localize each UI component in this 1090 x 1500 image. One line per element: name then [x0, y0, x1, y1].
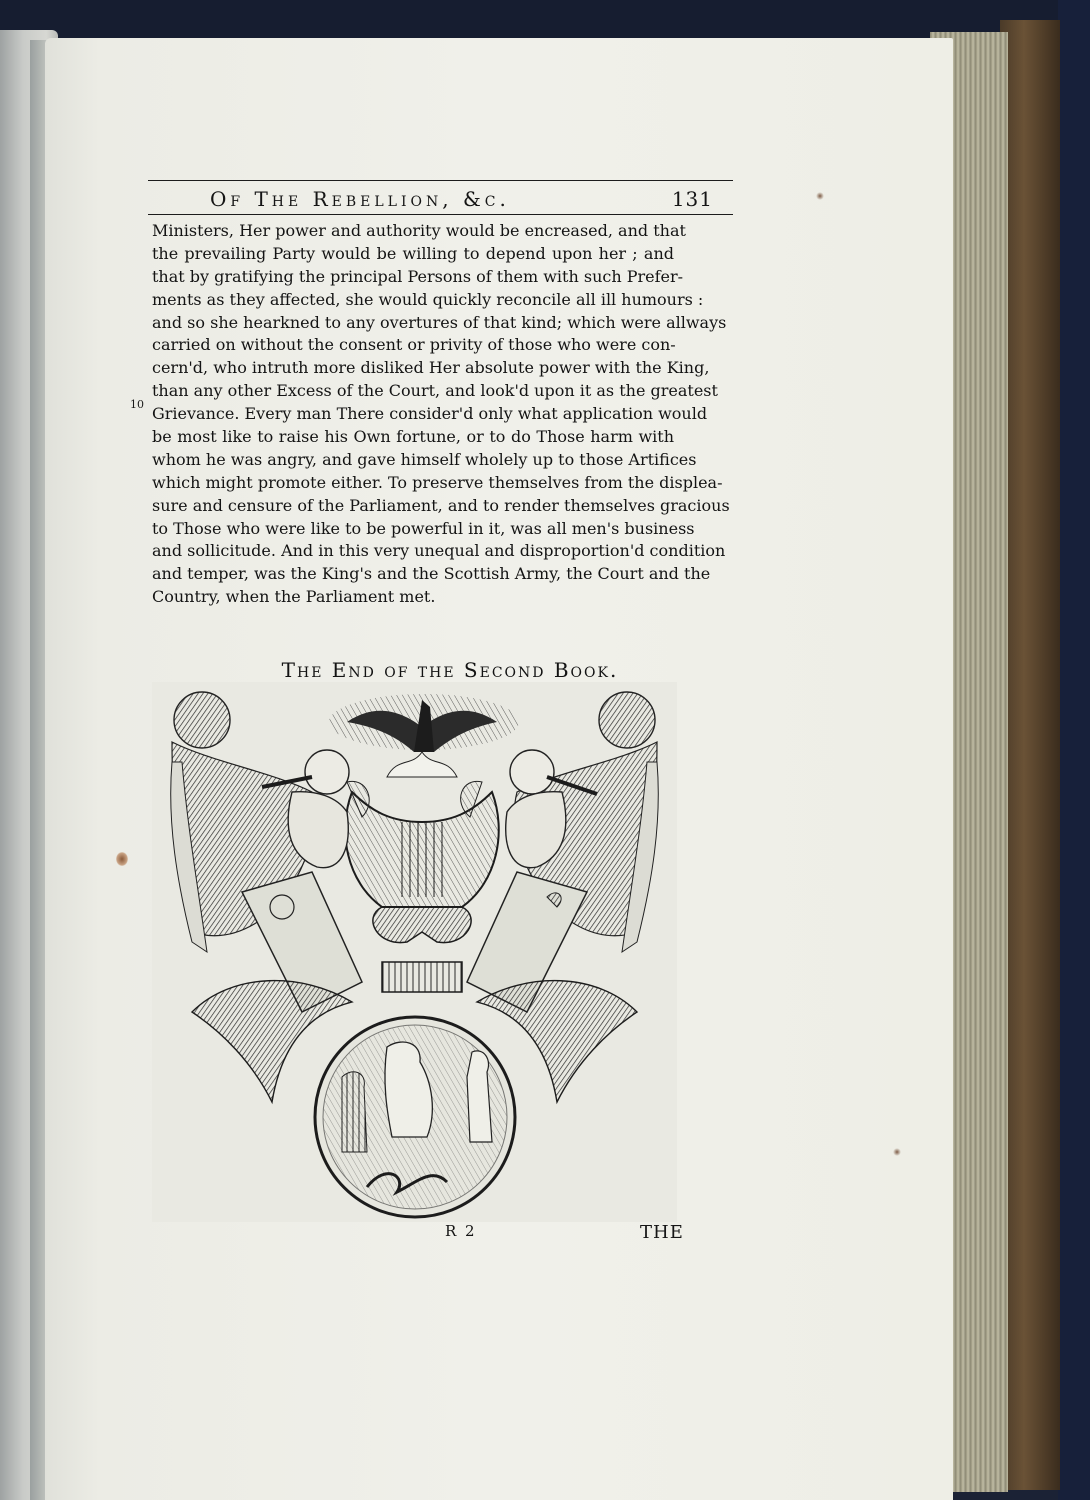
- foxing-spot: [816, 192, 824, 200]
- medallion-left-figures: [342, 1072, 367, 1152]
- drapery-knot-right: [599, 692, 655, 748]
- end-of-book-title: The End of the Second Book.: [281, 658, 619, 682]
- text-line: carried on without the consent or privity of those who were con-: [152, 335, 676, 355]
- running-header: [148, 187, 733, 215]
- medallion-right-figure: [467, 1051, 492, 1142]
- text-line: than any other Excess of the Court, and look'd upon it as the greatest: [152, 381, 718, 401]
- header-rule-top: [148, 180, 733, 181]
- signature-mark: R 2: [445, 1222, 477, 1240]
- drapery-knot-left: [174, 692, 230, 748]
- foxing-spot: [116, 852, 128, 866]
- body-paragraph: [152, 220, 730, 609]
- text-line: to Those who were like to be powerful in it, was all men's business: [152, 518, 695, 538]
- tailpiece-engraving: [152, 682, 677, 1222]
- putto-head-left: [305, 750, 349, 794]
- text-line: Grievance. Every man There consider'd only what application would: [152, 404, 708, 424]
- text-line: the prevailing Party would be willing to depend upon her ; and: [152, 243, 674, 263]
- line-number-marker: 10: [130, 398, 144, 411]
- text-line: Country, when the Parliament met.: [152, 587, 436, 607]
- page-number: 131: [671, 187, 713, 211]
- putto-head-right: [510, 750, 554, 794]
- foxing-spot: [893, 1148, 901, 1156]
- text-line: Ministers, Her power and authority would be encreased, and that: [152, 221, 686, 240]
- text-line: ments as they affected, she would quickly reconcile all ill humours :: [152, 289, 704, 309]
- pedestal: [382, 962, 462, 992]
- backdrop: [0, 0, 1090, 40]
- text-line: cern'd, who intruth more disliked Her absolute power with the King,: [152, 358, 710, 378]
- running-title: Of The Rebellion, &c.: [210, 187, 510, 211]
- text-line: that by gratifying the principal Persons of them with such Prefer-: [152, 266, 684, 286]
- text-line: sure and censure of the Parliament, and to render themselves gracious: [152, 495, 730, 515]
- text-line: and so she hearkned to any overtures of that kind; which were allways: [152, 312, 727, 332]
- text-line: and sollicitude. And in this very unequal and disproportion'd condition: [152, 541, 726, 561]
- text-line: and temper, was the King's and the Scottish Army, the Court and the: [152, 564, 711, 584]
- text-line: whom he was angry, and gave himself wholely up to those Artifices: [152, 449, 697, 469]
- text-line: which might promote either. To preserve themselves from the displea-: [152, 472, 723, 492]
- catchword: THE: [640, 1222, 684, 1243]
- header-rule-bottom: [148, 214, 733, 215]
- book-cover: [1000, 20, 1060, 1490]
- backdrop-right: [1058, 0, 1090, 1500]
- text-line: be most like to raise his Own fortune, or to do Those harm with: [152, 427, 674, 447]
